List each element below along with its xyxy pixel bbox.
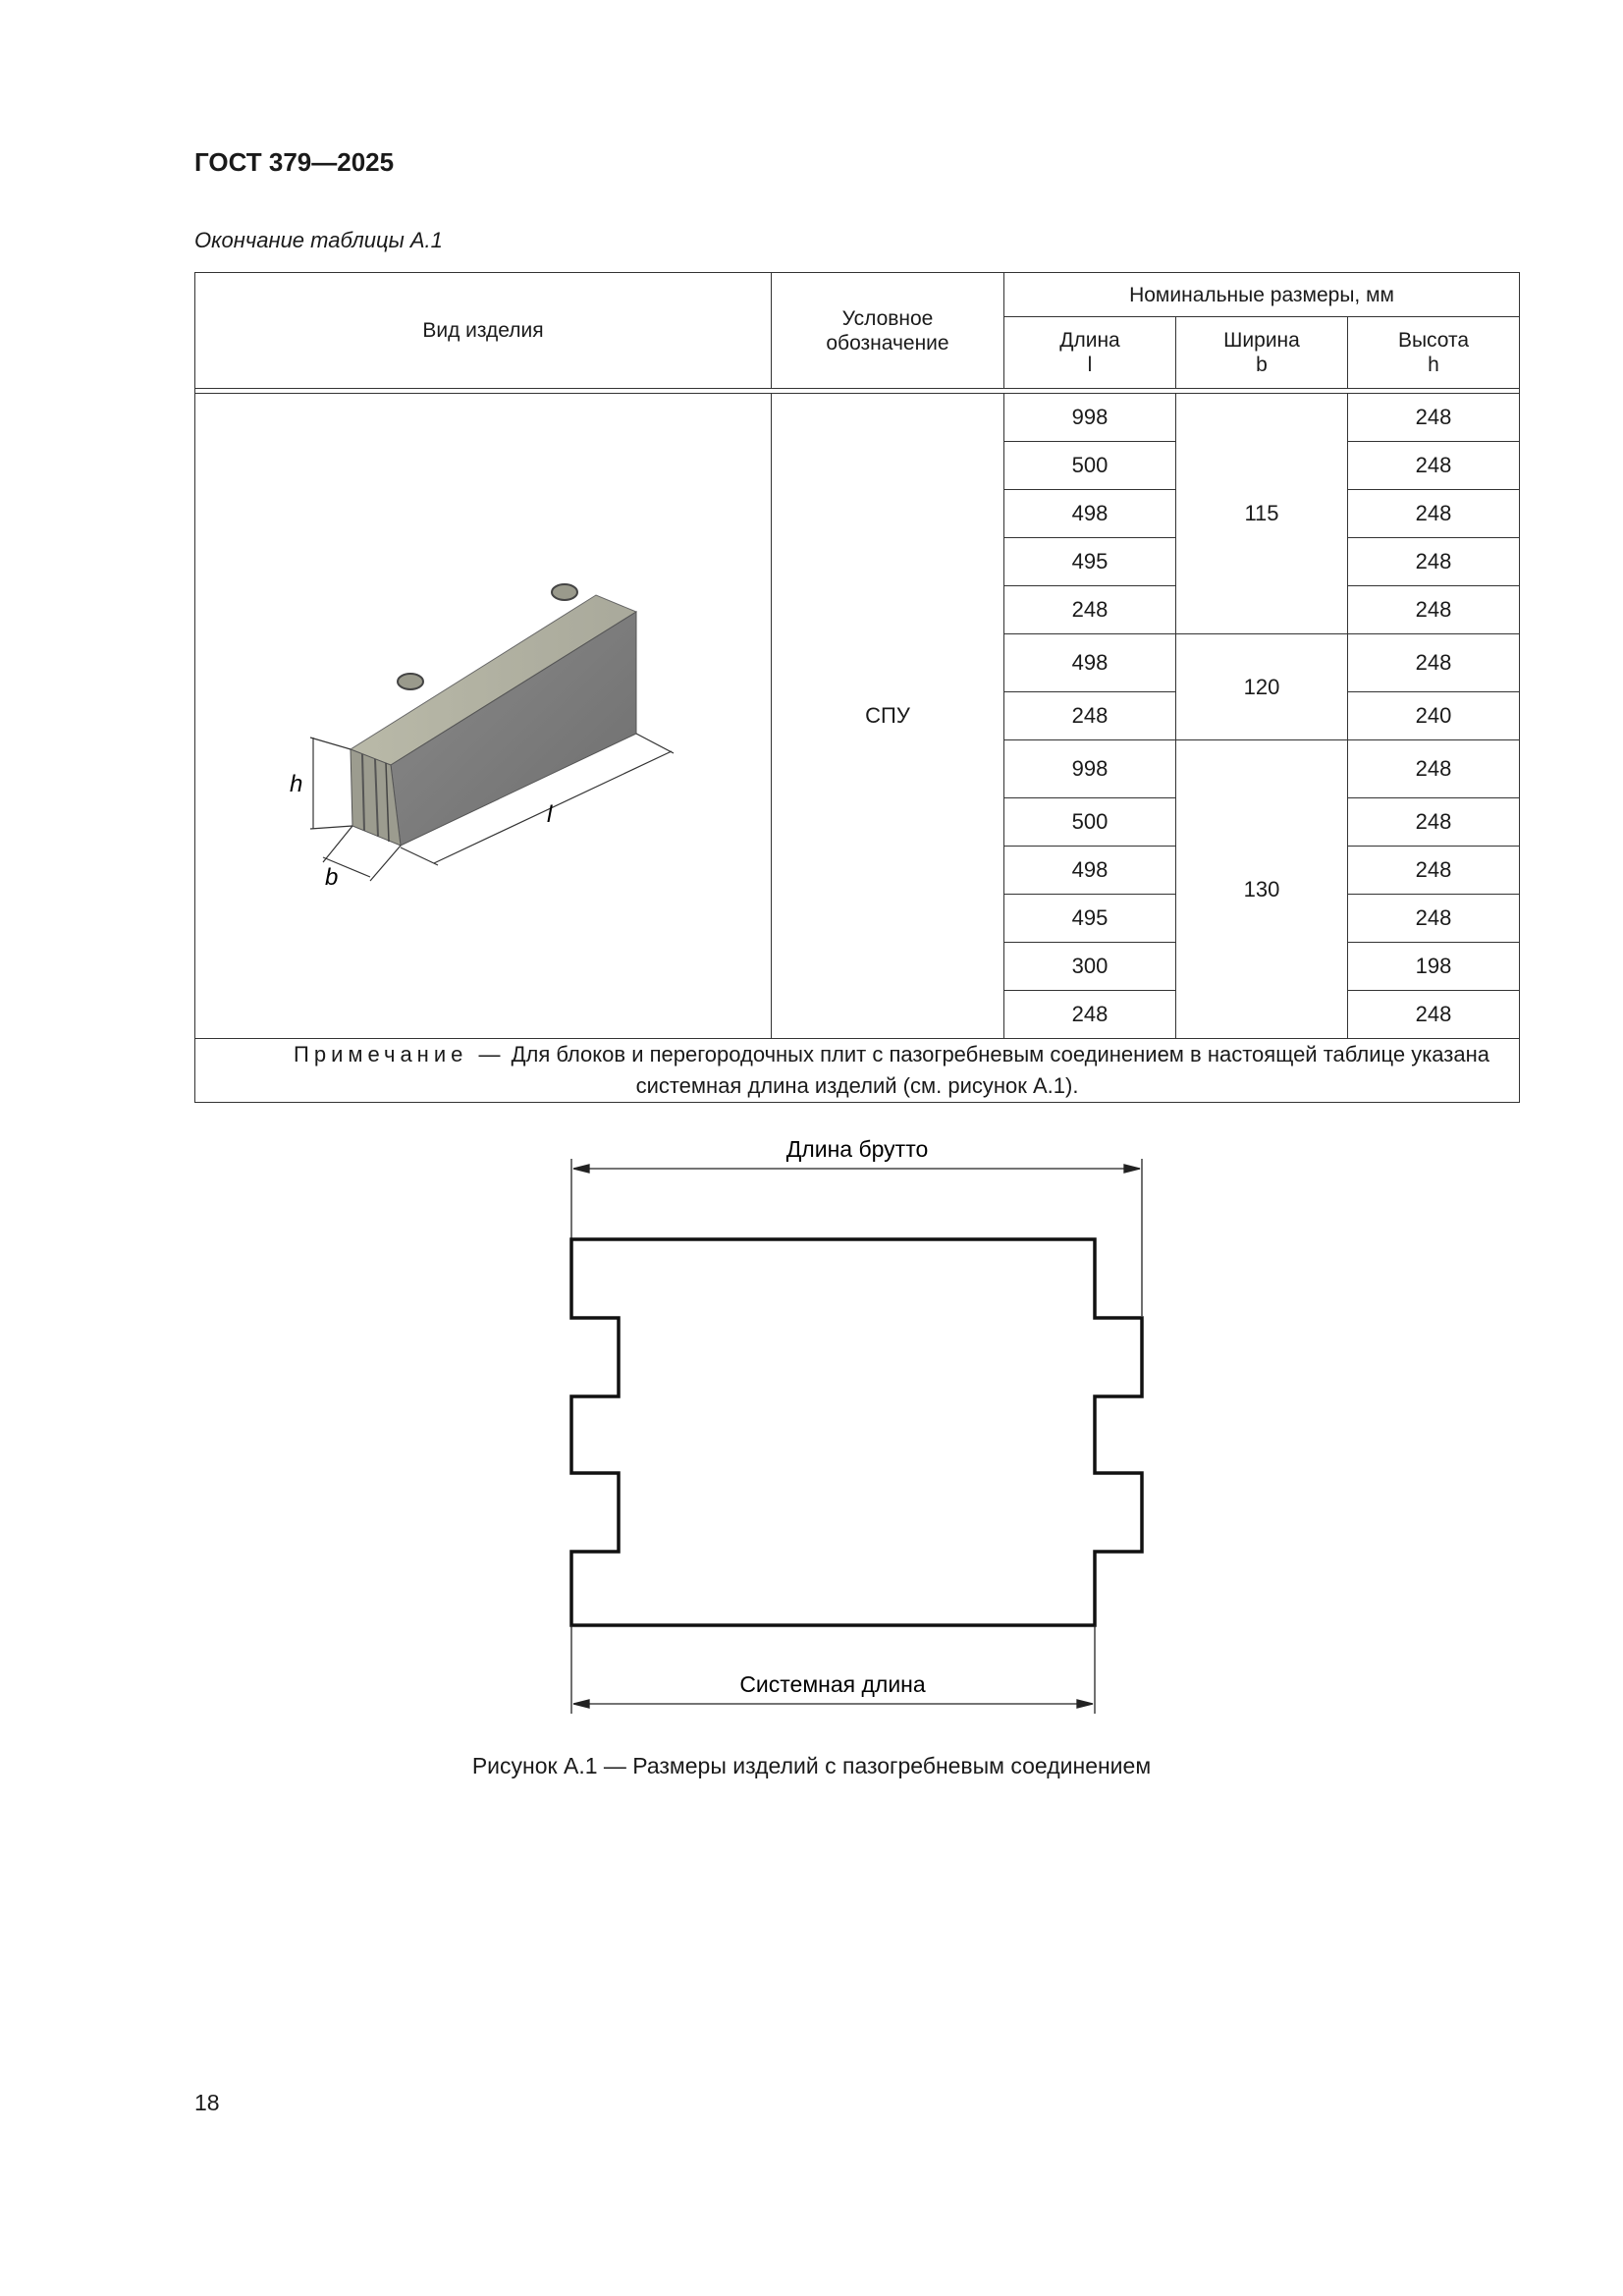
height-cell: 248	[1348, 634, 1520, 692]
width-label: b	[325, 864, 339, 891]
header-width: Ширина b	[1176, 317, 1348, 389]
block-outline	[571, 1239, 1142, 1625]
length-cell: 500	[1004, 798, 1176, 847]
header-product-type: Вид изделия	[195, 273, 772, 389]
length-cell: 248	[1004, 991, 1176, 1039]
length-cell: 300	[1004, 943, 1176, 991]
height-cell: 248	[1348, 895, 1520, 943]
width-cell: 115	[1176, 394, 1348, 634]
length-cell: 498	[1004, 847, 1176, 895]
height-cell: 198	[1348, 943, 1520, 991]
system-length-dimension	[571, 1625, 1095, 1714]
length-cell: 495	[1004, 538, 1176, 586]
height-cell: 240	[1348, 692, 1520, 740]
note-text: Для блоков и перегородочных плит с пазогребневым соединением в настоящей таблице указана системная длина изделий (см. рисунок А.1).	[511, 1042, 1490, 1098]
system-length-label: Системная длина	[739, 1671, 926, 1697]
length-cell: 500	[1004, 442, 1176, 490]
figure-caption: Рисунок А.1 — Размеры изделий с пазогребневым соединением	[471, 1753, 1152, 1778]
document-number: ГОСТ 379—2025	[194, 147, 395, 177]
header-length: Длина l	[1004, 317, 1176, 389]
height-cell: 248	[1348, 538, 1520, 586]
header-nominal-sizes: Номинальные размеры, мм	[1004, 273, 1520, 317]
height-cell: 248	[1348, 442, 1520, 490]
header-height: Высота h	[1348, 317, 1520, 389]
length-cell: 998	[1004, 394, 1176, 442]
height-cell: 248	[1348, 740, 1520, 798]
height-cell: 248	[1348, 798, 1520, 847]
height-cell: 248	[1348, 991, 1520, 1039]
length-cell: 248	[1004, 692, 1176, 740]
height-label: h	[290, 771, 303, 797]
width-cell: 120	[1176, 634, 1348, 740]
designation-cell: СПУ	[772, 394, 1004, 1039]
header-designation: Условное обозначение	[772, 273, 1004, 389]
note-lead: Примечание —	[294, 1042, 506, 1066]
gross-length-dimension	[571, 1159, 1142, 1316]
table-caption: Окончание таблицы А.1	[194, 228, 443, 252]
width-cell: 130	[1176, 740, 1348, 1039]
height-cell: 248	[1348, 586, 1520, 634]
page-number: 18	[194, 2090, 220, 2115]
length-label: l	[547, 801, 553, 828]
length-cell: 998	[1004, 740, 1176, 798]
length-cell: 248	[1004, 586, 1176, 634]
height-cell: 248	[1348, 490, 1520, 538]
length-cell: 498	[1004, 634, 1176, 692]
gross-length-label: Длина брутто	[785, 1136, 929, 1162]
length-cell: 495	[1004, 895, 1176, 943]
height-cell: 248	[1348, 394, 1520, 442]
length-cell: 498	[1004, 490, 1176, 538]
height-cell: 248	[1348, 847, 1520, 895]
